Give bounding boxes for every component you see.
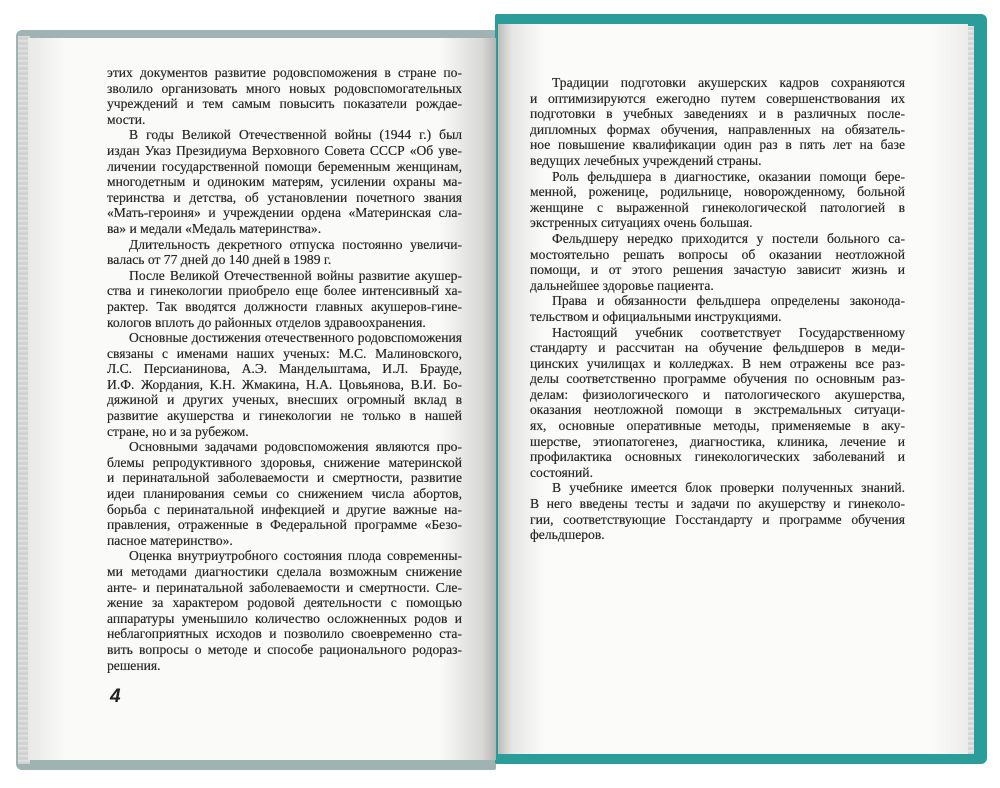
text-line: Основными задачами родовспоможения являются про- <box>129 439 462 455</box>
text-line: анте- и перинатальной заболеваемости и смертности. Сле- <box>107 579 462 595</box>
text-line: валась от 77 дней до 140 дней в 1989 г. <box>107 252 332 268</box>
text-line: личении государственной помощи беременным женщинам, <box>107 158 462 174</box>
text-line: идеи планирования семьи со снижением числа абортов, <box>107 486 462 502</box>
text-line: ведущих лечебных учреждений страны. <box>530 152 762 168</box>
paragraph <box>107 548 462 673</box>
text-line: связаны с именами наших ученых: М.С. Малиновского, <box>107 345 462 361</box>
text-line: Традиции подготовки акушерских кадров сохраняются <box>552 75 905 90</box>
text-line: борьба с перинатальной инфекцией и другие важные на- <box>107 501 462 517</box>
text-line: учреждений и тем самым повысить показатели рождае- <box>107 96 462 112</box>
text-line: В него введены тесты и задачи по акушерству и гинеколо- <box>530 496 905 512</box>
text-line: решения. <box>107 657 161 673</box>
text-line: правления, отраженные в Федеральной программе «Безо- <box>107 517 462 533</box>
text-line: И.Ф. Жордания, К.Н. Жмакина, Н.А. Цовьянова, В.И. Бо- <box>107 376 462 392</box>
text-line: этих документов развитие родовспоможения в стране по- <box>107 65 462 80</box>
text-line: дипломных формах обучения, направленных на обязатель- <box>530 121 905 137</box>
text-line: стране, но и за рубежом. <box>107 423 249 439</box>
text-line: дяжиной и других ученых, внесших огромный вклад в <box>107 392 462 408</box>
paragraph <box>530 325 905 481</box>
text-line: «Мать-героиня» и учреждении ордена «Материнская сла- <box>107 205 462 221</box>
text-line: стандарту и рассчитан на обучение фельдшеров в меди- <box>530 340 905 356</box>
text-line: гии, соответствующие Госстандарту и программе обучения <box>530 511 905 527</box>
text-line: помощи, и от этого решения зачастую зависит жизнь и <box>530 262 905 278</box>
text-line: подготовки в учебных заведениях и в различных после- <box>530 106 905 122</box>
text-line: ное повышение квалификации один раз в пять лет на базе <box>530 137 905 153</box>
paragraph <box>530 231 905 293</box>
paragraph <box>107 127 462 236</box>
text-line: ях, основные оперативные методы, применяемые в аку- <box>530 418 905 434</box>
text-line: издан Указ Президиума Верховного Совета СССР «Об уве- <box>107 142 462 158</box>
text-line: блемы репродуктивного здоровья, снижение материнской <box>107 454 462 470</box>
text-line: пасное материнство». <box>107 532 233 548</box>
text-line: оказания неотложной помощи в экстремальных ситуаци- <box>530 402 905 418</box>
text-line: фельдшеров. <box>530 527 605 543</box>
text-line: развитие акушерства и гинекологии не только в нашей <box>107 408 462 424</box>
text-line: экстренных ситуациях очень большая. <box>530 215 753 231</box>
paragraph <box>107 268 462 330</box>
paragraph <box>107 439 462 548</box>
text-line: ва» и медали «Медаль материнства». <box>107 220 322 236</box>
text-line: После Великой Отечественной войны развитие акушер- <box>129 267 462 283</box>
text-line: аппаратуры уменьшило количество осложненных родов и <box>107 610 462 626</box>
text-line: Роль фельдшера в диагностике, оказании помощи бере- <box>552 168 905 184</box>
text-line: рактер. Так вводятся должности главных акушеров-гине- <box>107 298 462 314</box>
paragraph <box>107 237 462 268</box>
text-line: неблагоприятных исходов и позволило своевременно ста- <box>107 626 462 642</box>
text-line: менной, роженице, родильнице, новорожденному, больной <box>530 184 905 200</box>
paragraph <box>107 330 462 439</box>
text-line: В годы Великой Отечественной войны (1944 г.) был <box>129 127 462 143</box>
text-line: Основные достижения отечественного родовспоможения <box>129 330 462 346</box>
text-line: ства и гинекологии приобрело еще более интенсивный ха- <box>107 283 462 299</box>
right-page-text <box>530 75 905 543</box>
paragraph <box>530 75 905 169</box>
text-line: вить вопросы о методе и способе рационального родораз- <box>107 641 462 657</box>
text-line: цинских училищах и колледжах. В нем отражены все раз- <box>530 355 905 371</box>
text-line: Права и обязанности фельдшера определены законода- <box>552 293 905 309</box>
text-line: Длительность декретного отпуска постоянно увеличи- <box>129 236 462 252</box>
text-line: и перинатальной заболеваемости и смертности, развитие <box>107 470 462 486</box>
text-line: теринства и детства, об установлении почетного звания <box>107 189 462 205</box>
text-line: дальнейшее здоровье пациента. <box>530 277 714 293</box>
text-line: многодетным и одиноким матерям, усилении охраны ма- <box>107 174 462 190</box>
text-line: жение за характером родовой деятельности с помощью <box>107 595 462 611</box>
text-line: кологов вплоть до районных отделов здравоохранения. <box>107 314 426 330</box>
text-line: Настоящий учебник соответствует Государственному <box>552 324 905 340</box>
text-line: Фельдшеру нередко приходится у постели больного са- <box>552 230 905 246</box>
text-line: Оценка внутриутробного состояния плода современны- <box>129 548 462 564</box>
text-line: женщине с выраженной гинекологической патологией в <box>530 199 905 215</box>
text-line: мости. <box>107 111 146 127</box>
text-line: делам: физиологического и патологического акушерства, <box>530 386 905 402</box>
left-page-text <box>107 65 462 673</box>
page-number: 4 <box>110 686 121 707</box>
paragraph <box>530 293 905 324</box>
text-line: В учебнике имеется блок проверки полученных знаний. <box>552 480 905 496</box>
text-line: состояний. <box>530 464 593 480</box>
paragraph <box>530 480 905 542</box>
text-line: шерстве, этиопатогенез, диагностика, клиника, лечение и <box>530 433 905 449</box>
paragraph <box>530 169 905 231</box>
text-line: и оптимизируются ежегодно путем совершенствования их <box>530 90 905 106</box>
text-line: делы соответственно программе обучения по основным раз- <box>530 371 905 387</box>
text-line: мостоятельно решать вопросы об оказании неотложной <box>530 246 905 262</box>
text-line: Л.С. Персианинова, А.Э. Мандельштама, И.Л. Брауде, <box>107 361 462 377</box>
text-line: зволило организовать много новых родовспомогательных <box>107 80 462 96</box>
text-line: ми методами диагностики сделала возможным снижение <box>107 564 462 579</box>
text-line: профилактика основных гинекологических заболеваний и <box>530 449 905 465</box>
paragraph <box>107 65 462 127</box>
text-line: тельством и официальными инструкциями. <box>530 308 782 324</box>
